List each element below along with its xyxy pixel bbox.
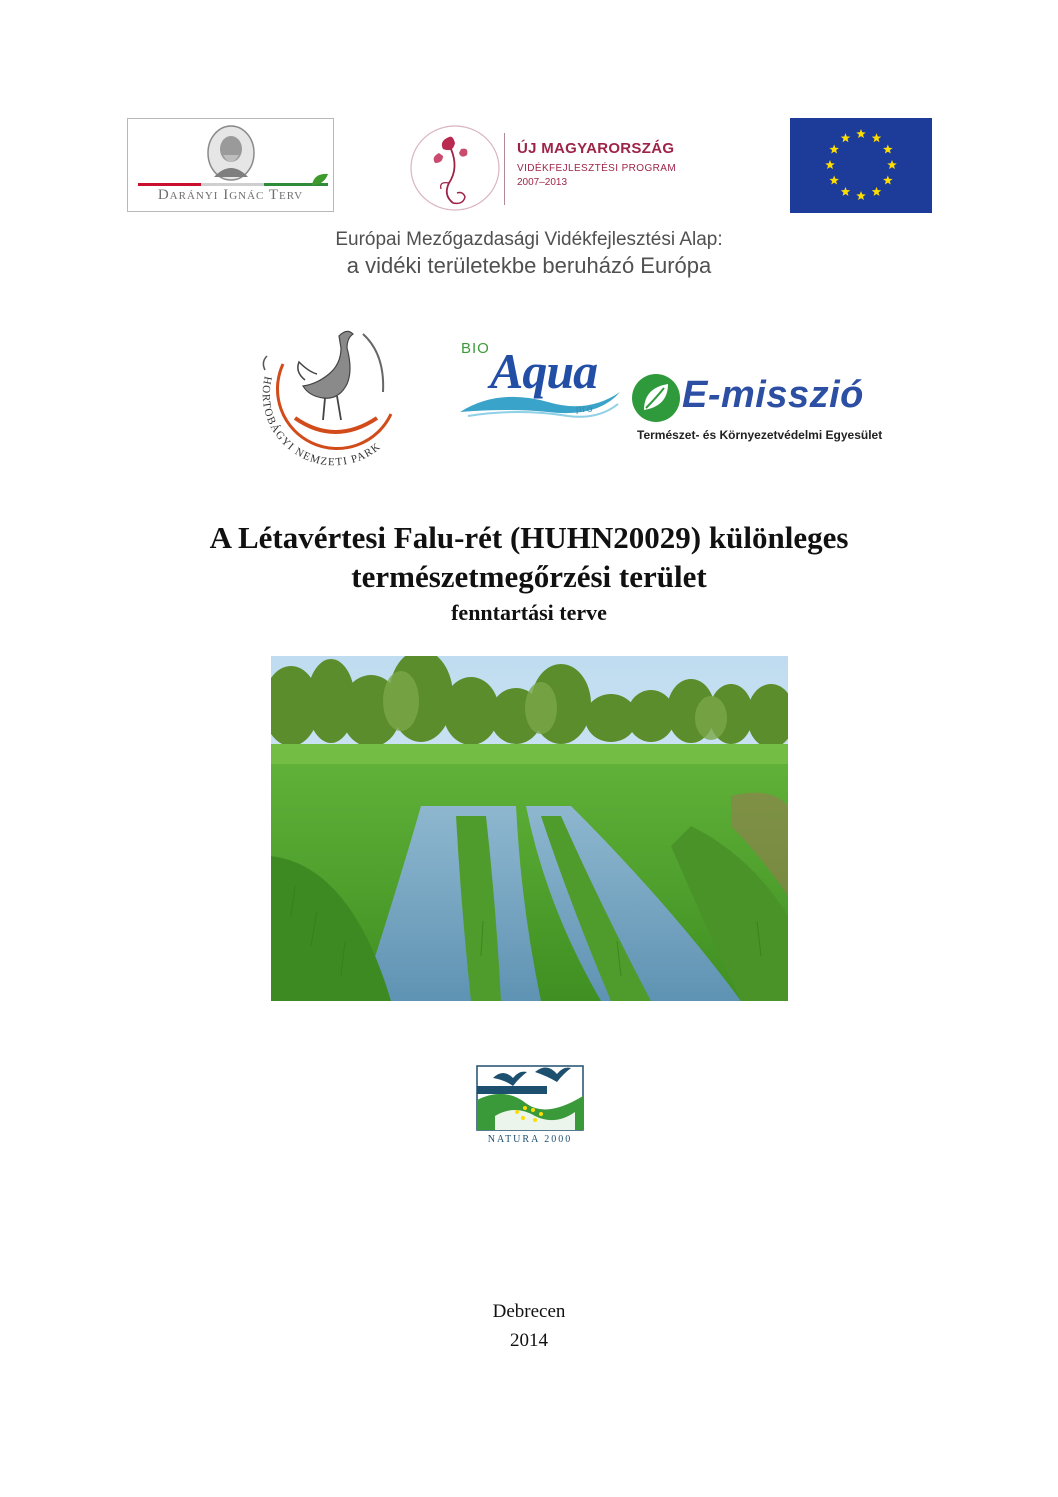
title-subtitle: fenntartási terve [451, 600, 607, 625]
eu-star-icon [872, 133, 882, 142]
eu-stars [790, 118, 932, 213]
document-title [0, 518, 1058, 628]
eu-star-icon [887, 160, 897, 169]
eu-slogan-line2: a vidéki területekbe beruházó Európa [346, 253, 712, 278]
hortobagyi-nemzeti-park-logo [243, 314, 423, 474]
natura-2000-logo [475, 1056, 585, 1152]
eu-star-icon [829, 145, 839, 154]
eu-star-icon [856, 191, 866, 200]
bioaqua-pro-logo [458, 340, 623, 424]
ujmo-years: 2007–2013 [517, 177, 568, 188]
footer-place: Debrecen [492, 1301, 566, 1322]
flower-ornament-icon [409, 123, 501, 213]
ujmo-subtitle: VIDÉKFEJLESZTÉSI PROGRAM [517, 163, 677, 174]
daranyi-ignac-terv-logo [127, 118, 334, 212]
leaf-icon [310, 171, 330, 187]
e-misszio-logo [630, 370, 900, 450]
eu-star-icon [829, 176, 839, 185]
eu-flag-icon [790, 118, 932, 213]
eu-star-icon [883, 176, 893, 185]
eu-star-icon [825, 160, 835, 169]
eu-star-icon [841, 187, 851, 196]
footer [0, 1297, 1058, 1355]
footer-year: 2014 [510, 1330, 548, 1351]
svg-text:HORTOBÁGYI NEMZETI PARK [260, 375, 384, 468]
title-line1: A Létavértesi Falu-rét (HUHN20029) különleges [209, 520, 849, 555]
portrait-icon [206, 125, 256, 183]
hnp-label-arc [243, 314, 423, 474]
title-line2: természetmegőrzési terület [351, 559, 707, 594]
leaf-circle-icon [630, 372, 682, 424]
eu-star-icon [883, 145, 893, 154]
bioaqua-aqua: Aqua [490, 343, 598, 399]
wetland-meadow-photo [271, 656, 788, 1001]
divider [504, 133, 505, 205]
daranyi-logo-text: Darányi Ignác Terv [157, 187, 304, 203]
eu-star-icon [856, 129, 866, 138]
eu-star-icon [841, 133, 851, 142]
ujmo-title: ÚJ MAGYARORSZÁG [517, 140, 675, 157]
bioaqua-bio: BIO [461, 340, 490, 357]
uj-magyarorszag-logo [409, 123, 709, 213]
natura-label: NATURA 2000 [487, 1134, 573, 1145]
bioaqua-pro: pro [576, 404, 594, 415]
meadow-photo-illustration [271, 656, 788, 1001]
hnp-label: HORTOBÁGYI NEMZETI PARK [259, 375, 384, 469]
natura-birds-icon [475, 1056, 585, 1136]
eu-star-icon [872, 187, 882, 196]
e-misszio-name: E-misszió [682, 374, 864, 416]
eu-slogan [0, 228, 1058, 280]
e-misszio-subtitle: Természet- és Környezetvédelmi Egyesület [637, 428, 883, 442]
eu-slogan-line1: Európai Mezőgazdasági Vidékfejlesztési Alap: [335, 229, 723, 250]
